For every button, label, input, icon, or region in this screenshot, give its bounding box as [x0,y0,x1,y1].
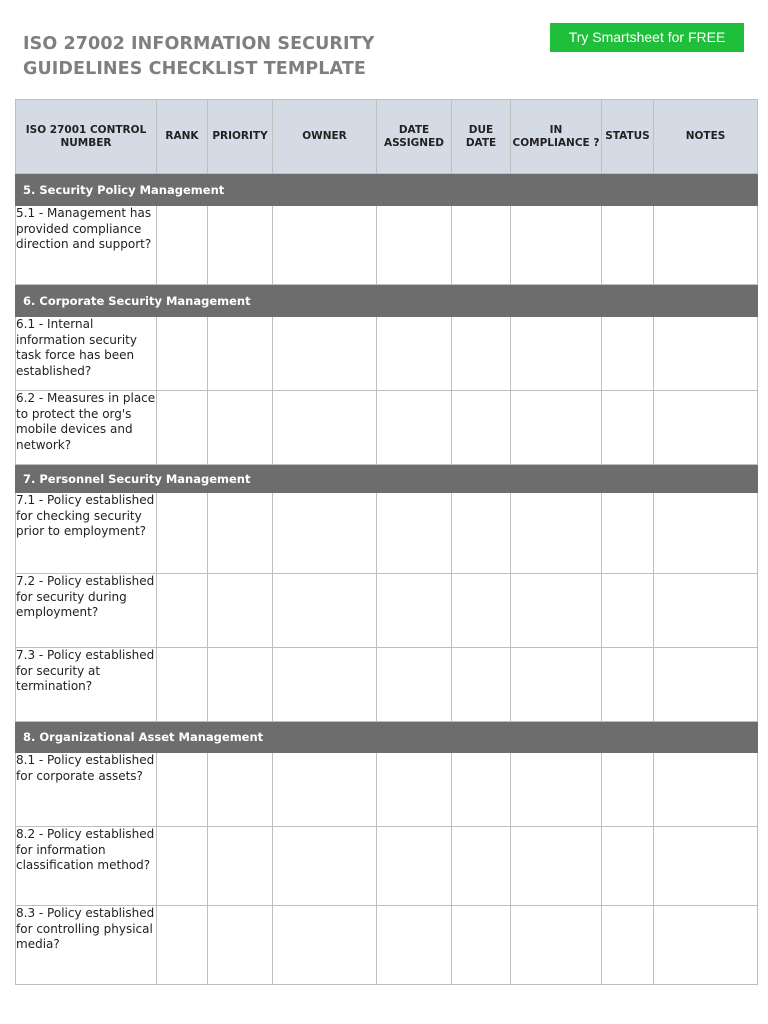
notes-cell[interactable] [654,574,758,648]
status-cell[interactable] [602,906,654,985]
notes-cell[interactable] [654,648,758,722]
column-header-due-date: DUE DATE [452,100,511,174]
control-description-cell: 8.1 - Policy established for corporate assets? [16,753,157,827]
priority-cell[interactable] [208,753,273,827]
status-cell[interactable] [602,391,654,465]
rank-cell[interactable] [157,906,208,985]
page-title-line-1: ISO 27002 INFORMATION SECURITY [23,34,375,54]
section-header-row [16,465,758,493]
date-assigned-cell[interactable] [377,493,452,574]
table-row [16,391,758,465]
owner-cell[interactable] [273,206,377,285]
section-title: 8. Organizational Asset Management [16,722,758,753]
in-compliance-cell[interactable] [511,493,602,574]
due-date-cell[interactable] [452,317,511,391]
column-header-status: STATUS [602,100,654,174]
date-assigned-cell[interactable] [377,827,452,906]
in-compliance-cell[interactable] [511,317,602,391]
rank-cell[interactable] [157,827,208,906]
status-cell[interactable] [602,574,654,648]
column-header-rank: RANK [157,100,208,174]
table-row [16,206,758,285]
control-description-cell: 5.1 - Management has provided compliance direction and support? [16,206,157,285]
owner-cell[interactable] [273,753,377,827]
page-title-line-2: GUIDELINES CHECKLIST TEMPLATE [23,59,366,79]
notes-cell[interactable] [654,206,758,285]
section-header-row [16,285,758,317]
due-date-cell[interactable] [452,391,511,465]
in-compliance-cell[interactable] [511,574,602,648]
priority-cell[interactable] [208,648,273,722]
control-description-cell: 7.2 - Policy established for security during employment? [16,574,157,648]
control-description-cell: 8.2 - Policy established for information classification method? [16,827,157,906]
due-date-cell[interactable] [452,906,511,985]
date-assigned-cell[interactable] [377,906,452,985]
rank-cell[interactable] [157,753,208,827]
due-date-cell[interactable] [452,574,511,648]
notes-cell[interactable] [654,906,758,985]
status-cell[interactable] [602,753,654,827]
priority-cell[interactable] [208,906,273,985]
owner-cell[interactable] [273,317,377,391]
date-assigned-cell[interactable] [377,574,452,648]
notes-cell[interactable] [654,493,758,574]
table-row [16,753,758,827]
rank-cell[interactable] [157,493,208,574]
rank-cell[interactable] [157,391,208,465]
control-description-cell: 7.1 - Policy established for checking security prior to employment? [16,493,157,574]
checklist-table [15,99,758,985]
in-compliance-cell[interactable] [511,206,602,285]
try-smartsheet-button[interactable]: Try Smartsheet for FREE [550,23,744,52]
rank-cell[interactable] [157,317,208,391]
in-compliance-cell[interactable] [511,753,602,827]
section-title: 5. Security Policy Management [16,174,758,206]
table-row [16,493,758,574]
control-description-cell: 7.3 - Policy established for security at termination? [16,648,157,722]
date-assigned-cell[interactable] [377,317,452,391]
notes-cell[interactable] [654,753,758,827]
in-compliance-cell[interactable] [511,906,602,985]
in-compliance-cell[interactable] [511,827,602,906]
owner-cell[interactable] [273,574,377,648]
due-date-cell[interactable] [452,493,511,574]
table-row [16,827,758,906]
status-cell[interactable] [602,317,654,391]
column-header-notes: NOTES [654,100,758,174]
in-compliance-cell[interactable] [511,391,602,465]
priority-cell[interactable] [208,493,273,574]
column-header-owner: OWNER [273,100,377,174]
page-title [23,32,443,82]
date-assigned-cell[interactable] [377,391,452,465]
owner-cell[interactable] [273,648,377,722]
rank-cell[interactable] [157,648,208,722]
status-cell[interactable] [602,827,654,906]
priority-cell[interactable] [208,827,273,906]
date-assigned-cell[interactable] [377,753,452,827]
in-compliance-cell[interactable] [511,648,602,722]
status-cell[interactable] [602,206,654,285]
table-row [16,574,758,648]
notes-cell[interactable] [654,827,758,906]
due-date-cell[interactable] [452,648,511,722]
status-cell[interactable] [602,648,654,722]
table-row [16,906,758,985]
date-assigned-cell[interactable] [377,648,452,722]
priority-cell[interactable] [208,574,273,648]
control-description-cell: 6.1 - Internal information security task force has been established? [16,317,157,391]
column-header-in-compliance: IN COMPLIANCE ? [511,100,602,174]
column-header-date-assigned: DATE ASSIGNED [377,100,452,174]
due-date-cell[interactable] [452,827,511,906]
notes-cell[interactable] [654,391,758,465]
control-description-cell: 6.2 - Measures in place to protect the org's mobile devices and network? [16,391,157,465]
column-header-control-number: ISO 27001 CONTROL NUMBER [16,100,157,174]
rank-cell[interactable] [157,574,208,648]
priority-cell[interactable] [208,317,273,391]
column-header-priority: PRIORITY [208,100,273,174]
notes-cell[interactable] [654,317,758,391]
header-row [16,100,758,174]
status-cell[interactable] [602,493,654,574]
due-date-cell[interactable] [452,753,511,827]
priority-cell[interactable] [208,391,273,465]
date-assigned-cell[interactable] [377,206,452,285]
section-title: 6. Corporate Security Management [16,285,758,317]
rank-cell[interactable] [157,206,208,285]
owner-cell[interactable] [273,391,377,465]
table-row [16,317,758,391]
section-header-row [16,174,758,206]
owner-cell[interactable] [273,827,377,906]
due-date-cell[interactable] [452,206,511,285]
section-title: 7. Personnel Security Management [16,465,758,493]
priority-cell[interactable] [208,206,273,285]
table-row [16,648,758,722]
owner-cell[interactable] [273,906,377,985]
control-description-cell: 8.3 - Policy established for controlling physical media? [16,906,157,985]
section-header-row [16,722,758,753]
owner-cell[interactable] [273,493,377,574]
